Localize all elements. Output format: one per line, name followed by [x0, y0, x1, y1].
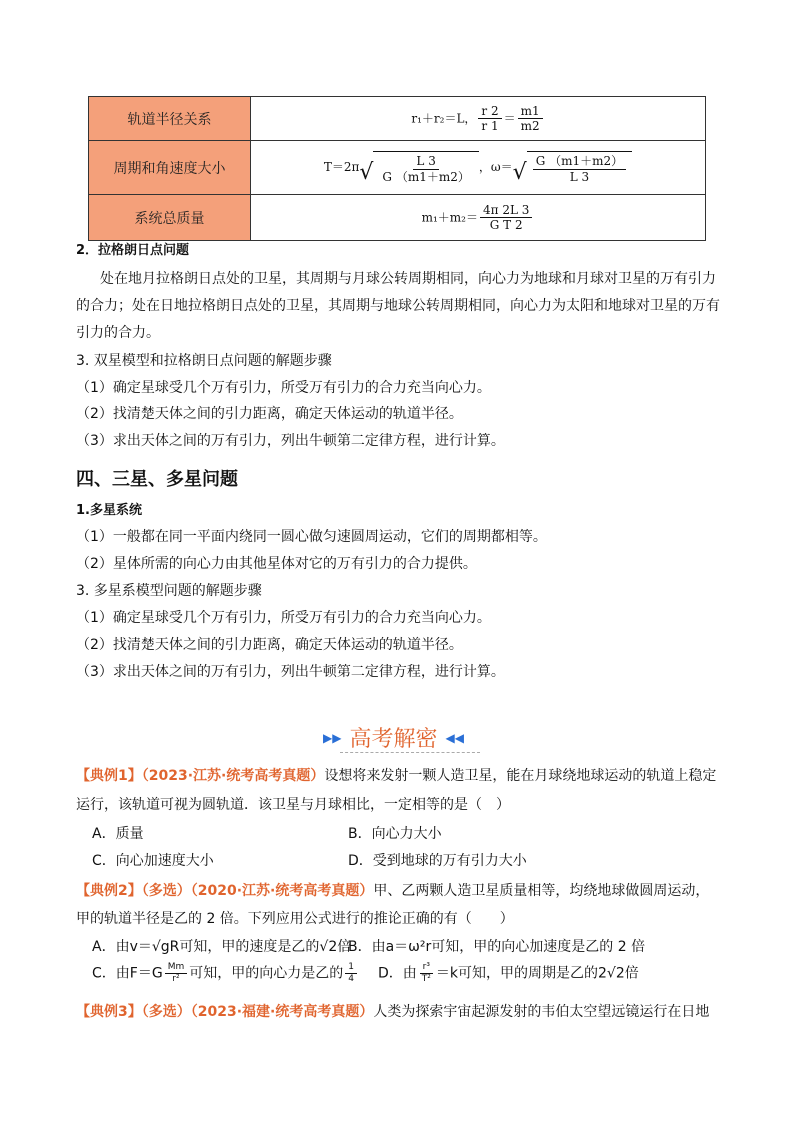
option-c: C．向心加速度大小	[92, 853, 214, 869]
numerator: r 2	[478, 104, 501, 119]
formula-cell	[251, 195, 706, 241]
denominator: r 1	[481, 119, 499, 133]
section-heading: 2．拉格朗日点问题	[76, 243, 190, 258]
option-text: ＝k可知，甲的周期是乙的2√2倍	[435, 965, 639, 982]
question-text: 设想将来发射一颗人造卫星，能在月球绕地球运动的轨道上稳定	[324, 768, 717, 784]
option-a: A．由v＝√gR可知，甲的速度是乙的√2倍	[92, 939, 352, 955]
banner-underline	[340, 752, 480, 753]
option-text: D．由	[378, 965, 417, 982]
fraction	[419, 962, 434, 985]
row-label: 周期和角速度大小	[89, 141, 251, 195]
example-tag: 【典例1】（2023·江苏·统考高考真题）	[76, 768, 325, 784]
example-line	[76, 882, 709, 900]
option-text: C．由F＝G	[92, 965, 163, 982]
paragraph-line: 处在地月拉格朗日点处的卫星，其周期与月球公转周期相同，向心力为地球和月球对卫星的万有引力	[100, 271, 716, 287]
example-tag: 【典例3】（多选）（2023·福建·统考高考真题）	[76, 1004, 374, 1020]
example-line	[76, 767, 716, 785]
right-arrows-icon: ▶▶	[323, 730, 342, 745]
formula-text: T＝2π	[323, 160, 360, 174]
table-row	[89, 141, 706, 195]
step-item: （3）求出天体之间的万有引力，列出牛顿第二定律方程，进行计算。	[76, 664, 505, 680]
paragraph-line: （2）星体所需的向心力由其他星体对它的万有引力的合力提供。	[76, 556, 477, 572]
option-a: A．质量	[92, 826, 144, 842]
paragraph-line: （1）一般都在同一平面内绕同一圆心做匀速圆周运动，它们的周期都相等。	[76, 529, 547, 545]
equals-sign: ＝	[503, 111, 516, 125]
fraction	[345, 962, 357, 985]
section-heading: 3. 双星模型和拉格朗日点问题的解题步骤	[76, 353, 332, 369]
sub-heading: 1.多星系统	[76, 503, 142, 518]
paragraph-line: 引力的合力。	[76, 325, 160, 341]
denominator: G （m1＋m2）	[382, 169, 470, 184]
option-c	[92, 962, 359, 985]
numerator: m1	[518, 104, 543, 119]
question-text: 甲、乙两颗人造卫星质量相等，均绕地球做圆周运动，	[373, 883, 710, 899]
numerator: 1	[345, 962, 357, 974]
fraction	[478, 104, 501, 134]
sqrt: √ $\frac{L 3}{G (m1+m2)}$	[359, 151, 478, 184]
option-text: 可知，甲的向心力是乙的	[189, 965, 344, 982]
numerator: 4π 2L 3	[480, 203, 532, 218]
numerator: G （m1＋m2）	[533, 154, 626, 169]
denominator: r²	[172, 973, 180, 984]
denominator: T²	[421, 973, 431, 984]
formula-text: m₁＋m₂＝	[421, 210, 478, 224]
formula-cell	[251, 97, 706, 141]
numerator: r³	[420, 962, 433, 974]
option-b: B．由a＝ω²r可知，甲的向心加速度是乙的 2 倍	[348, 939, 646, 955]
denominator: m2	[520, 119, 540, 133]
option-d	[378, 962, 639, 985]
formula-text: ，ω＝	[478, 160, 513, 174]
table-row	[89, 97, 706, 141]
formula-table	[88, 96, 706, 241]
question-text: 甲的轨道半径是乙的 2 倍。下列应用公式进行的推论正确的有（ ）	[76, 911, 514, 927]
question-text: 运行，该轨道可视为圆轨道．该卫星与月球相比，一定相等的是（ ）	[76, 797, 510, 813]
step-item: （2）找清楚天体之间的引力距离，确定天体运动的轨道半径。	[76, 637, 463, 653]
row-label: 轨道半径关系	[89, 97, 251, 141]
step-item: （3）求出天体之间的万有引力，列出牛顿第二定律方程，进行计算。	[76, 433, 505, 449]
section-banner	[323, 722, 464, 753]
sqrt: √ $\frac{G (m1+m2)}{L 3}$	[513, 151, 632, 184]
example-line	[76, 1003, 709, 1021]
denominator: L 3	[569, 169, 590, 184]
formula-text: r₁＋r₂＝L，	[411, 111, 477, 125]
part-heading: 四、三星、多星问题	[76, 469, 238, 490]
step-item: （1）确定星球受几个万有引力，所受万有引力的合力充当向心力。	[76, 610, 491, 626]
option-b: B．向心力大小	[348, 826, 442, 842]
left-arrows-icon: ◀◀	[445, 730, 464, 745]
denominator: 4	[348, 973, 354, 984]
numerator: L 3	[413, 154, 438, 169]
example-tag: 【典例2】（多选）（2020·江苏·统考高考真题）	[76, 883, 374, 899]
numerator: Mm	[165, 962, 188, 974]
sub-heading: 3. 多星系模型问题的解题步骤	[76, 583, 262, 599]
fraction	[518, 104, 543, 134]
step-item: （1）确定星球受几个万有引力，所受万有引力的合力充当向心力。	[76, 380, 491, 396]
fraction	[165, 962, 188, 985]
row-label: 系统总质量	[89, 195, 251, 241]
banner-title: 高考解密	[349, 727, 438, 752]
fraction	[533, 154, 626, 184]
paragraph-line: 的合力；处在日地拉格朗日点处的卫星，其周期与地球公转周期相同，向心力为太阳和地球对卫星的万有	[76, 298, 720, 314]
fraction	[480, 203, 532, 233]
question-text: 人类为探索宇宙起源发射的韦伯太空望远镜运行在日地	[373, 1004, 710, 1020]
fraction	[379, 154, 472, 184]
option-d: D．受到地球的万有引力大小	[348, 853, 527, 869]
formula-cell	[251, 141, 706, 195]
step-item: （2）找清楚天体之间的引力距离，确定天体运动的轨道半径。	[76, 406, 463, 422]
table-row	[89, 195, 706, 241]
denominator: G T 2	[489, 218, 523, 232]
